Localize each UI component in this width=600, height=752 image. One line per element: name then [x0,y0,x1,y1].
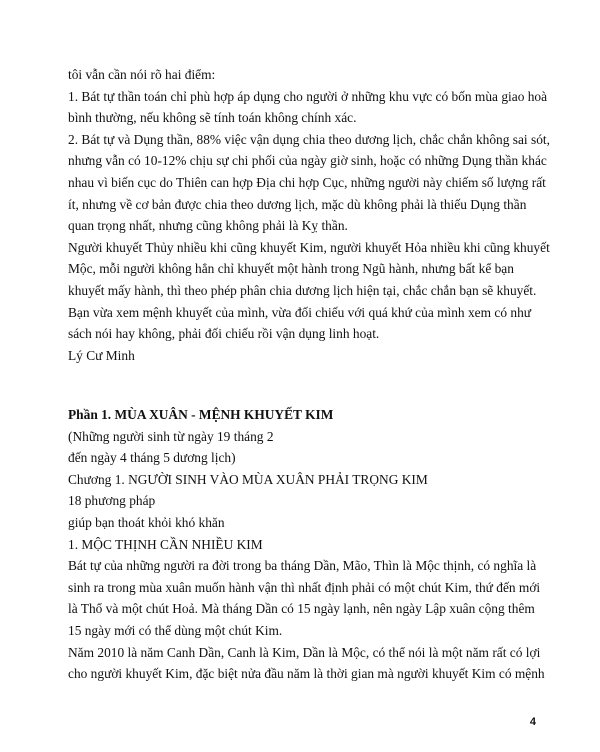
text-line: 2. Bát tự và Dụng thần, 88% việc vận dụng chia theo dương lịch, chắc chắn không sai sót, [68,131,550,147]
subsection-title: 1. MỘC THỊNH CẦN NHIỀU KIM [68,536,263,552]
text-line: quan trọng nhất, nhưng cũng không phải là Kỵ thần. [68,218,348,234]
text-line: tôi vẫn cần nói rõ hai điểm: [68,67,216,82]
text-line: là Thổ và một chút Hoả. Mà tháng Dần có 15 ngày lạnh, nên ngày Lập xuân cộng thêm [68,601,535,617]
text-line: đến ngày 4 tháng 5 dương lịch) [68,450,236,466]
text-line: 18 phương pháp [68,493,156,509]
text-line: sách nói hay không, phải đối chiếu rồi vận dụng linh hoạt. [68,326,380,342]
text-line: nhưng vẫn có 10-12% chịu sự chi phối của ngày giờ sinh, hoặc có những Dụng thần khác [68,153,547,169]
text-line: giúp bạn thoát khỏi khó khăn [68,514,225,530]
text-line: cho người khuyết Kim, đặc biệt nửa đầu năm là thời gian mà người khuyết Kim có mệnh [68,666,545,682]
text-line: (Những người sinh từ ngày 19 tháng 2 [68,428,274,444]
text-line: bình thường, nếu không sẽ tính toán không chính xác. [68,110,357,126]
text-line: 1. Bát tự thần toán chỉ phù hợp áp dụng cho người ở những khu vực có bốn mùa giao hoà [68,88,548,104]
text-line: sinh ra trong mùa xuân muốn hành vận thì nhất định phải có một chút Kim, thứ đến mới [68,579,541,595]
section-title: Phần 1. MÙA XUÂN - MỆNH KHUYẾT KIM [68,407,334,422]
section-part-1 [68,404,546,685]
text-line: 15 ngày mới có thể dùng một chút Kim. [68,622,283,638]
author-signature: Lý Cư Minh [68,347,135,363]
chapter-title: Chương 1. NGƯỜI SINH VÀO MÙA XUÂN PHẢI TRỌNG KIM [68,471,428,487]
text-line: Bát tự của những người ra đời trong ba tháng Dần, Mão, Thìn là Mộc thịnh, có nghĩa là [68,558,537,574]
text-line: khuyết mấy hành, thì theo phép phân chia dương lịch hiện tại, chắc chắn bạn sẽ khuyết. [68,282,537,298]
text-line: ít, nhưng về cơ bản được chia theo dương lịch, mặc dù không phải là thiếu Dụng thần [68,196,527,212]
text-line: Bạn vừa xem mệnh khuyết của mình, vừa đối chiếu với quá khứ của mình xem có như [68,304,532,320]
text-line: Người khuyết Thủy nhiều khi cũng khuyết Kim, người khuyết Hỏa nhiều khi cũng khuyết [68,239,550,255]
page-number: 4 [529,716,536,728]
intro-paragraphs [68,64,550,366]
text-line: Năm 2010 là năm Canh Dần, Canh là Kim, Dần là Mộc, có thể nói là một năm rất có lợi [68,644,541,660]
text-line: Mộc, mỗi người không hẳn chỉ khuyết một hành trong Ngũ hành, nhưng bất kể bạn [68,261,514,277]
text-line: nhau vì biến cục do Thiên can hợp Địa chi hợp Cục, những người này chiếm số lượng rất [68,174,546,190]
